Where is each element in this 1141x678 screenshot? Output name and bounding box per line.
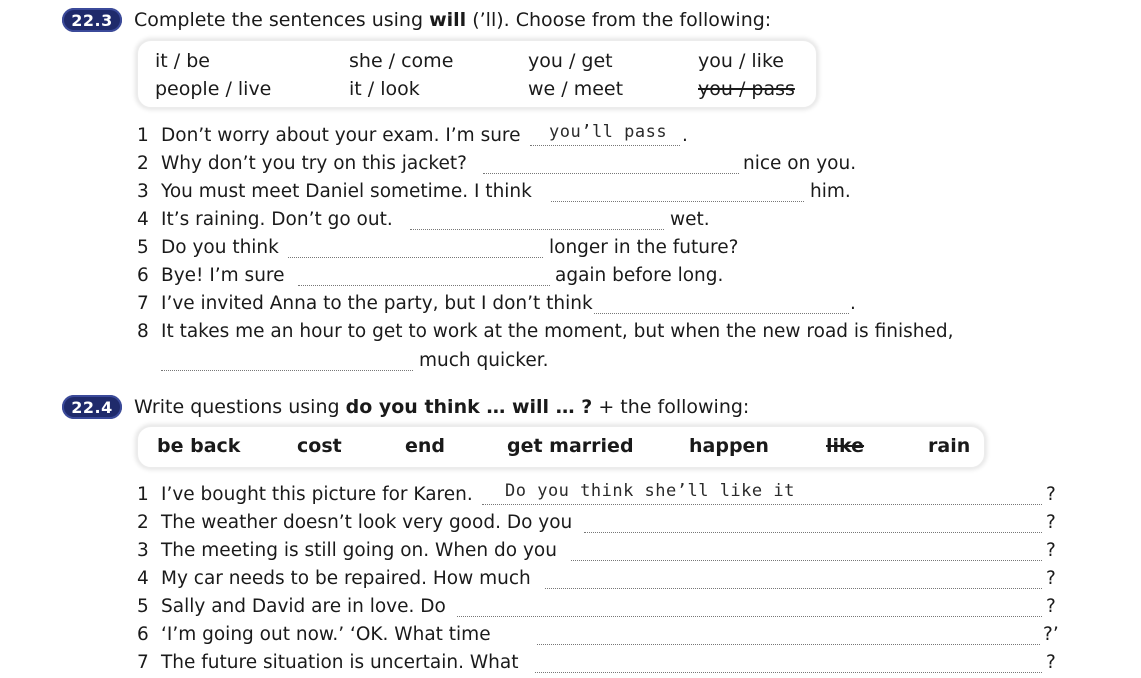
item-number: 2 xyxy=(137,512,149,533)
example-answer: you’ll pass xyxy=(549,122,668,142)
answer-blank[interactable] xyxy=(410,229,664,230)
sentence-end: ? xyxy=(1046,512,1056,533)
item-number: 1 xyxy=(137,484,149,505)
word-choice: be back xyxy=(157,435,241,457)
answer-blank[interactable] xyxy=(535,672,1042,673)
item-number: 1 xyxy=(137,125,149,146)
word-choice-box xyxy=(137,426,985,468)
item-number: 7 xyxy=(137,293,149,314)
item-number: 3 xyxy=(137,540,149,561)
exercise-number-badge: 22.3 xyxy=(62,8,122,32)
instruction-text: (’ll). Choose from the following: xyxy=(466,9,772,31)
sentence-text: Don’t worry about your exam. I’m sure xyxy=(161,125,521,146)
sentence-end: him. xyxy=(810,181,851,202)
word-choice: it / look xyxy=(349,78,420,100)
exercise-22-3-header xyxy=(62,8,771,32)
sentence-end: . xyxy=(850,293,856,314)
sentence-end: . xyxy=(682,125,688,146)
sentence-text: The weather doesn’t look very good. Do you xyxy=(161,512,573,533)
exercise-22-4-header xyxy=(62,395,749,419)
item-number: 8 xyxy=(137,321,149,342)
answer-blank[interactable] xyxy=(545,588,1042,589)
word-choice: you / like xyxy=(698,50,784,72)
answer-blank[interactable] xyxy=(571,560,1042,561)
answer-blank[interactable] xyxy=(594,313,849,314)
word-choice: you / get xyxy=(528,50,613,72)
sentence-text: Why don’t you try on this jacket? xyxy=(161,153,467,174)
sentence-text: It’s raining. Don’t go out. xyxy=(161,209,393,230)
item-number: 4 xyxy=(137,568,149,589)
sentence-text: The meeting is still going on. When do you xyxy=(161,540,557,561)
sentence-end: much quicker. xyxy=(419,350,549,371)
word-choice: it / be xyxy=(155,50,210,72)
word-choice: happen xyxy=(689,435,769,457)
answer-blank[interactable] xyxy=(161,370,413,371)
sentence-text: Do you think xyxy=(161,237,279,258)
sentence-end: ? xyxy=(1046,568,1056,589)
sentence-text: I’ve bought this picture for Karen. xyxy=(161,484,473,505)
word-choice: we / meet xyxy=(528,78,624,100)
answer-blank[interactable] xyxy=(551,201,804,202)
answer-blank[interactable] xyxy=(482,504,1042,505)
example-answer: Do you think she’ll like it xyxy=(505,481,795,501)
sentence-text: I’ve invited Anna to the party, but I don’t think xyxy=(161,293,593,314)
answer-blank[interactable] xyxy=(530,145,680,146)
word-choice: people / live xyxy=(155,78,272,100)
instruction-text: Complete the sentences using xyxy=(134,9,430,31)
sentence-text: Bye! I’m sure xyxy=(161,265,285,286)
word-choice: cost xyxy=(297,435,342,457)
sentence-end: ? xyxy=(1046,484,1056,505)
sentence-end: longer in the future? xyxy=(549,237,739,258)
sentence-end: nice on you. xyxy=(743,153,857,174)
sentence-end: again before long. xyxy=(555,265,724,286)
exercise-instruction xyxy=(134,9,771,31)
sentence-end: ?’ xyxy=(1043,624,1059,645)
word-choice: end xyxy=(405,435,446,457)
exercise-instruction xyxy=(134,396,749,418)
item-number: 5 xyxy=(137,237,149,258)
item-number: 5 xyxy=(137,596,149,617)
instruction-text: + the following: xyxy=(592,396,750,418)
sentence-end: ? xyxy=(1046,540,1056,561)
answer-blank[interactable] xyxy=(584,532,1042,533)
item-number: 4 xyxy=(137,209,149,230)
sentence-text: Sally and David are in love. Do xyxy=(161,596,446,617)
answer-blank[interactable] xyxy=(457,616,1042,617)
sentence-text: My car needs to be repaired. How much xyxy=(161,568,531,589)
word-choice-box xyxy=(137,40,817,108)
sentence-text: You must meet Daniel sometime. I think xyxy=(161,181,532,202)
instruction-bold-text: will xyxy=(429,9,467,31)
word-choice: get married xyxy=(507,435,634,457)
item-number: 6 xyxy=(137,265,149,286)
item-number: 6 xyxy=(137,624,149,645)
sentence-end: wet. xyxy=(670,209,710,230)
instruction-bold-text: do you think … will … ? xyxy=(345,396,593,418)
word-choice: rain xyxy=(928,435,971,457)
word-choice: she / come xyxy=(349,50,454,72)
word-choice-used: like xyxy=(826,435,865,457)
answer-blank[interactable] xyxy=(537,644,1040,645)
item-number: 2 xyxy=(137,153,149,174)
sentence-end: ? xyxy=(1046,652,1056,673)
item-number: 7 xyxy=(137,652,149,673)
answer-blank[interactable] xyxy=(298,285,550,286)
sentence-text: It takes me an hour to get to work at the moment, but when the new road is finished, xyxy=(161,321,954,342)
exercise-number-badge: 22.4 xyxy=(62,395,122,419)
sentence-end: ? xyxy=(1046,596,1056,617)
answer-blank[interactable] xyxy=(288,257,543,258)
word-choice-used: you / pass xyxy=(698,78,795,100)
item-number: 3 xyxy=(137,181,149,202)
answer-blank[interactable] xyxy=(483,173,739,174)
instruction-text: Write questions using xyxy=(134,396,346,418)
sentence-text: ‘I’m going out now.’ ‘OK. What time xyxy=(161,624,491,645)
sentence-text: The future situation is uncertain. What xyxy=(161,652,519,673)
